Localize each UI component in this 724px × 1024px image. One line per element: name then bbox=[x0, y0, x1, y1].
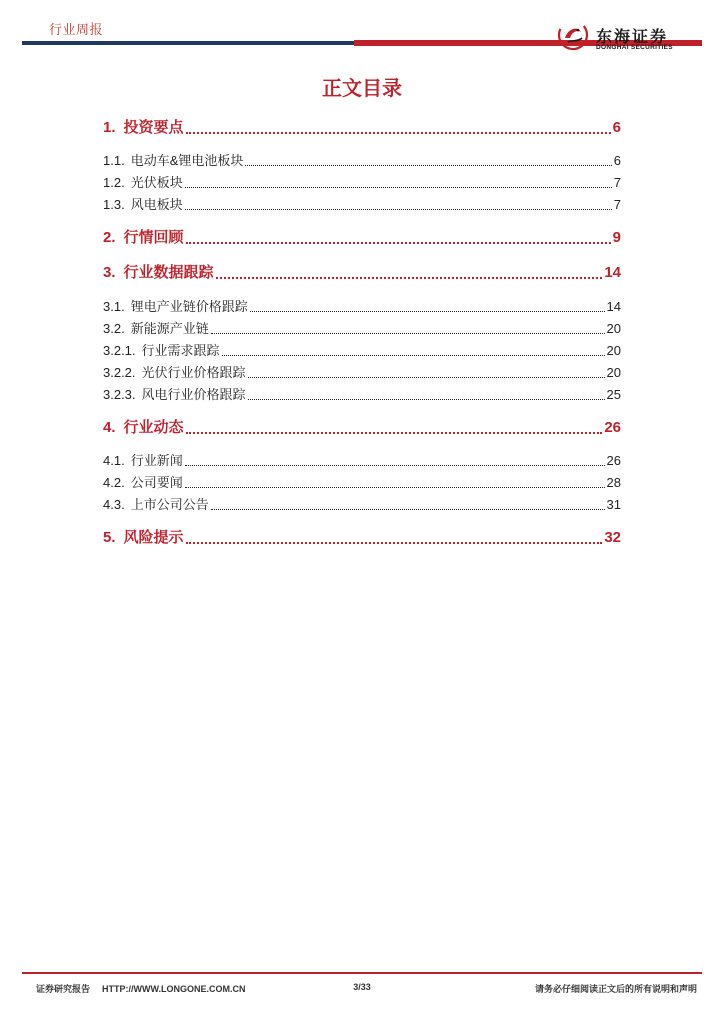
toc-entry-level3[interactable] bbox=[103, 384, 621, 403]
toc-dot-leader bbox=[186, 432, 603, 434]
toc-entry-number: 4.3. bbox=[103, 497, 125, 512]
toc-entry-label: 公司要闻 bbox=[130, 475, 183, 490]
toc-dot-leader bbox=[211, 333, 605, 334]
toc-entry-label: 电动车&锂电池板块 bbox=[130, 153, 244, 168]
toc-entry-label: 投资要点 bbox=[123, 119, 184, 136]
toc-dot-leader bbox=[248, 399, 605, 400]
toc-entry-level2[interactable] bbox=[103, 494, 621, 513]
toc-dot-leader bbox=[216, 277, 603, 279]
toc-entry-page: 9 bbox=[612, 229, 621, 246]
toc-entry-level2[interactable] bbox=[103, 296, 621, 315]
toc-entry-number: 3. bbox=[103, 264, 116, 281]
toc-dot-leader bbox=[211, 509, 605, 510]
toc-dot-leader bbox=[186, 242, 611, 244]
toc-entry-level2[interactable] bbox=[103, 472, 621, 491]
toc-entry-number: 2. bbox=[103, 229, 116, 246]
toc-entry-label: 风险提示 bbox=[123, 529, 184, 546]
toc-title: 正文目录 bbox=[322, 76, 402, 100]
toc-entry-label: 行业数据跟踪 bbox=[123, 264, 214, 281]
toc-entry-label: 行业新闻 bbox=[130, 453, 183, 468]
toc-entry-label: 行情回顾 bbox=[123, 229, 184, 246]
toc-entry-level3[interactable] bbox=[103, 340, 621, 359]
toc-dot-leader bbox=[185, 209, 612, 210]
toc-entry-page: 6 bbox=[612, 119, 621, 136]
toc-entry-number: 4.1. bbox=[103, 453, 125, 468]
logo-english-name: DONGHAI SECURITIES bbox=[596, 44, 673, 51]
footer-page-number: 3/33 bbox=[353, 982, 371, 992]
toc-entry-label: 行业需求跟踪 bbox=[141, 343, 220, 358]
toc-entry-label: 锂电产业链价格跟踪 bbox=[130, 299, 248, 314]
toc-entry-level2[interactable] bbox=[103, 318, 621, 337]
toc-entry-number: 1. bbox=[103, 119, 116, 136]
toc-dot-leader bbox=[222, 355, 605, 356]
toc-dot-leader bbox=[185, 187, 612, 188]
toc-entry-level1[interactable] bbox=[103, 116, 621, 137]
toc-entry-number: 3.2.2. bbox=[103, 365, 136, 380]
toc-entry-level2[interactable] bbox=[103, 194, 621, 213]
toc-entry-label: 风电行业价格跟踪 bbox=[141, 387, 246, 402]
toc-entry-page: 20 bbox=[606, 365, 621, 380]
toc-entry-label: 新能源产业链 bbox=[130, 321, 209, 336]
toc-entry-label: 风电板块 bbox=[130, 197, 183, 212]
dragon-logo-icon bbox=[556, 18, 590, 52]
toc-entry-number: 3.2.1. bbox=[103, 343, 136, 358]
toc-entry-level1[interactable] bbox=[103, 416, 621, 437]
footer-url[interactable]: HTTP://WWW.LONGONE.COM.CN bbox=[102, 984, 246, 994]
toc-entry-page: 6 bbox=[613, 153, 621, 168]
toc-entry-page: 7 bbox=[613, 175, 621, 190]
toc-dot-leader bbox=[185, 487, 605, 488]
toc-entry-page: 20 bbox=[606, 321, 621, 336]
toc-entry-page: 20 bbox=[606, 343, 621, 358]
toc-entry-level1[interactable] bbox=[103, 226, 621, 247]
logo-chinese-name: 东海证券 bbox=[596, 27, 669, 46]
toc-entry-level2[interactable] bbox=[103, 172, 621, 191]
toc-dot-leader bbox=[248, 377, 605, 378]
toc-entry-number: 1.2. bbox=[103, 175, 125, 190]
toc-entry-number: 1.1. bbox=[103, 153, 125, 168]
donghai-logo bbox=[556, 18, 706, 52]
toc-entry-level1[interactable] bbox=[103, 526, 621, 547]
toc-entry-number: 4. bbox=[103, 419, 116, 436]
footer-disclaimer: 请务必仔细阅读正文后的所有说明和声明 bbox=[534, 984, 697, 994]
toc-entry-level3[interactable] bbox=[103, 362, 621, 381]
report-category-label: 行业周报 bbox=[49, 22, 104, 37]
footer-rule bbox=[22, 972, 702, 974]
toc-entry-page: 28 bbox=[606, 475, 621, 490]
toc-dot-leader bbox=[185, 465, 605, 466]
toc-dot-leader bbox=[186, 542, 603, 544]
toc-dot-leader bbox=[250, 311, 605, 312]
toc-entry-number: 5. bbox=[103, 529, 116, 546]
toc-entry-page: 7 bbox=[613, 197, 621, 212]
toc-dot-leader bbox=[245, 165, 611, 166]
toc-entry-level2[interactable] bbox=[103, 450, 621, 469]
toc-entry-page: 26 bbox=[606, 453, 621, 468]
toc-entry-label: 上市公司公告 bbox=[130, 497, 209, 512]
toc-entry-number: 3.1. bbox=[103, 299, 125, 314]
toc-entry-label: 行业动态 bbox=[123, 419, 184, 436]
toc-entry-page: 25 bbox=[606, 387, 621, 402]
toc-entry-page: 26 bbox=[604, 419, 621, 436]
footer-report-type: 证券研究报告 bbox=[36, 984, 91, 994]
toc-entry-page: 14 bbox=[606, 299, 621, 314]
toc-entry-page: 31 bbox=[606, 497, 621, 512]
toc-dot-leader bbox=[186, 132, 611, 134]
toc-entry-label: 光伏板块 bbox=[130, 175, 183, 190]
toc-entry-number: 4.2. bbox=[103, 475, 125, 490]
toc-entry-page: 32 bbox=[604, 529, 621, 546]
toc-entry-number: 3.2.3. bbox=[103, 387, 136, 402]
toc-entry-page: 14 bbox=[604, 264, 621, 281]
toc-entry-level1[interactable] bbox=[103, 261, 621, 282]
toc-entry-label: 光伏行业价格跟踪 bbox=[141, 365, 246, 380]
toc-entry-number: 3.2. bbox=[103, 321, 125, 336]
toc-entry-number: 1.3. bbox=[103, 197, 125, 212]
header-rule-navy bbox=[22, 41, 354, 45]
toc-entry-level2[interactable] bbox=[103, 150, 621, 169]
